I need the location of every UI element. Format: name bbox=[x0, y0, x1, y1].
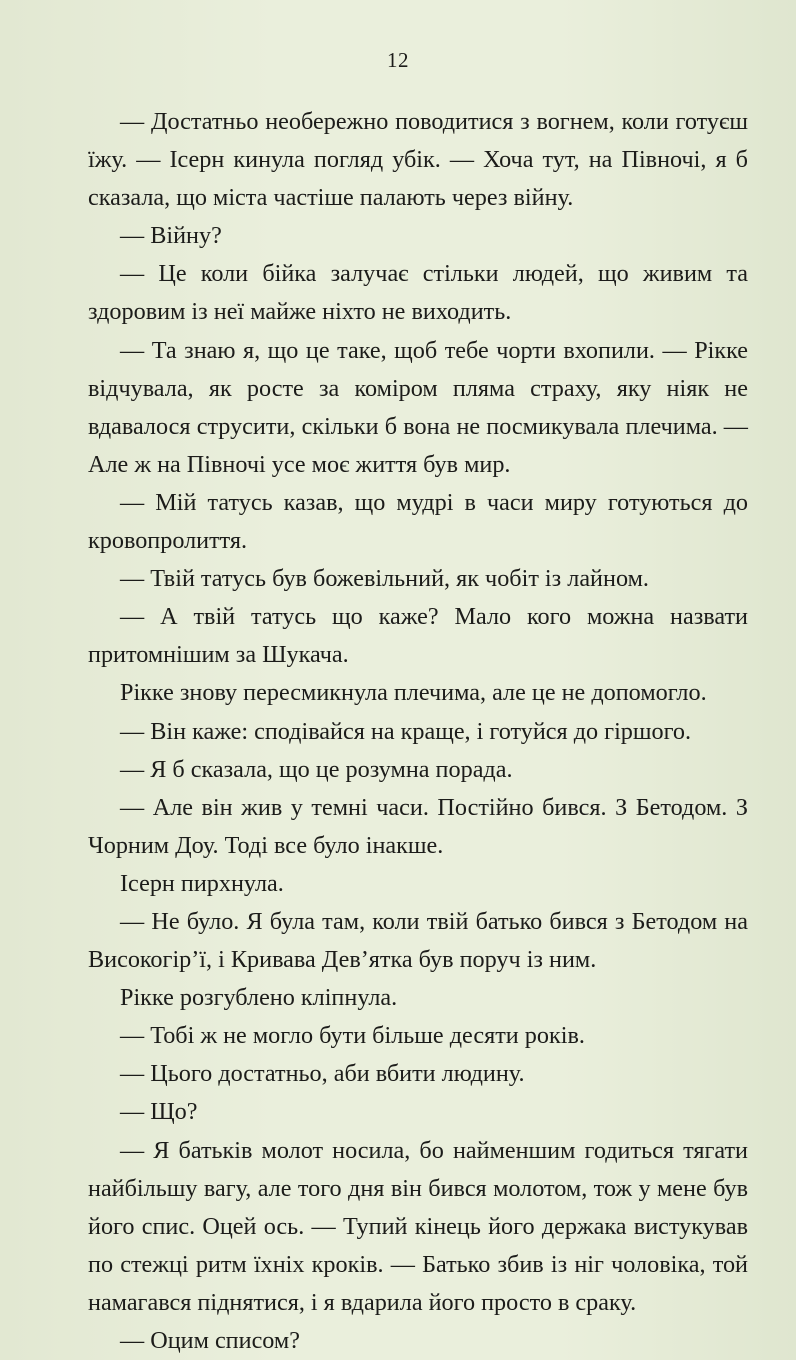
paragraph: — Що? bbox=[120, 1098, 198, 1126]
paragraph: — Війну? bbox=[120, 222, 222, 250]
paragraph: Ісерн пирхнула. bbox=[120, 869, 284, 897]
paragraph: — Не було. Я була там, коли твій батько бився з Бетодом на Високогір’ї, і Кривава Дев’ятка був поруч із ним. bbox=[88, 907, 748, 974]
paragraph: Рікке знову пересмикнула плечима, але це не допомогло. bbox=[120, 679, 707, 707]
paragraph: — Мій татусь казав, що мудрі в часи миру готуються до кровопролиття. bbox=[88, 488, 748, 555]
paragraph: Рікке розгублено кліпнула. bbox=[120, 984, 398, 1012]
paragraph: — Та знаю я, що це таке, щоб тебе чорти вхопили. — Рікке відчувала, як росте за коміром пляма страху, яку ніяк не вдавалося струсити, скільки б вона не посмикувала плечима. — Але ж на Півночі усе моє життя був мир. bbox=[88, 336, 748, 478]
page-number: 12 bbox=[387, 48, 409, 72]
paragraph: — Тобі ж не могло бути більше десяти років. bbox=[120, 1022, 585, 1050]
paragraph: — Він каже: сподівайся на краще, і готуйся до гіршого. bbox=[120, 717, 692, 745]
paragraph: — Я батьків молот носила, бо найменшим годиться тягати найбільшу вагу, але того дня він бився молотом, тож у мене був його спис. Оцей ось. — Тупий кінець його держака вистукував по стежці ритм їхніх кроків. — Батько збив із ніг чоловіка, той намагався піднятися, і я вдарила його просто в сраку. bbox=[88, 1136, 748, 1316]
page-text bbox=[88, 103, 748, 1360]
paragraph: — Цього достатньо, аби вбити людину. bbox=[120, 1060, 525, 1088]
paragraph: — Оцим списом? bbox=[120, 1327, 300, 1354]
paragraph: — Це коли бійка залучає стільки людей, що живим та здоровим із неї майже ніхто не виходить. bbox=[88, 260, 748, 326]
paragraph: — Достатньо необережно поводитися з вогнем, коли готуєш їжу. — Ісерн кинула погляд убік. — Хоча тут, на Півночі, я б сказала, що міста частіше палають через війну. bbox=[88, 108, 748, 212]
paragraph: — Я б сказала, що це розумна порада. bbox=[120, 755, 513, 783]
paragraph: — А твій татусь що каже? Мало кого можна назвати притомнішим за Шукача. bbox=[88, 603, 748, 669]
paragraph: — Твій татусь був божевільний, як чобіт із лайном. bbox=[120, 565, 649, 593]
paragraph: — Але він жив у темні часи. Постійно бився. З Бетодом. З Чорним Доу. Тоді все було інакше. bbox=[88, 793, 748, 859]
